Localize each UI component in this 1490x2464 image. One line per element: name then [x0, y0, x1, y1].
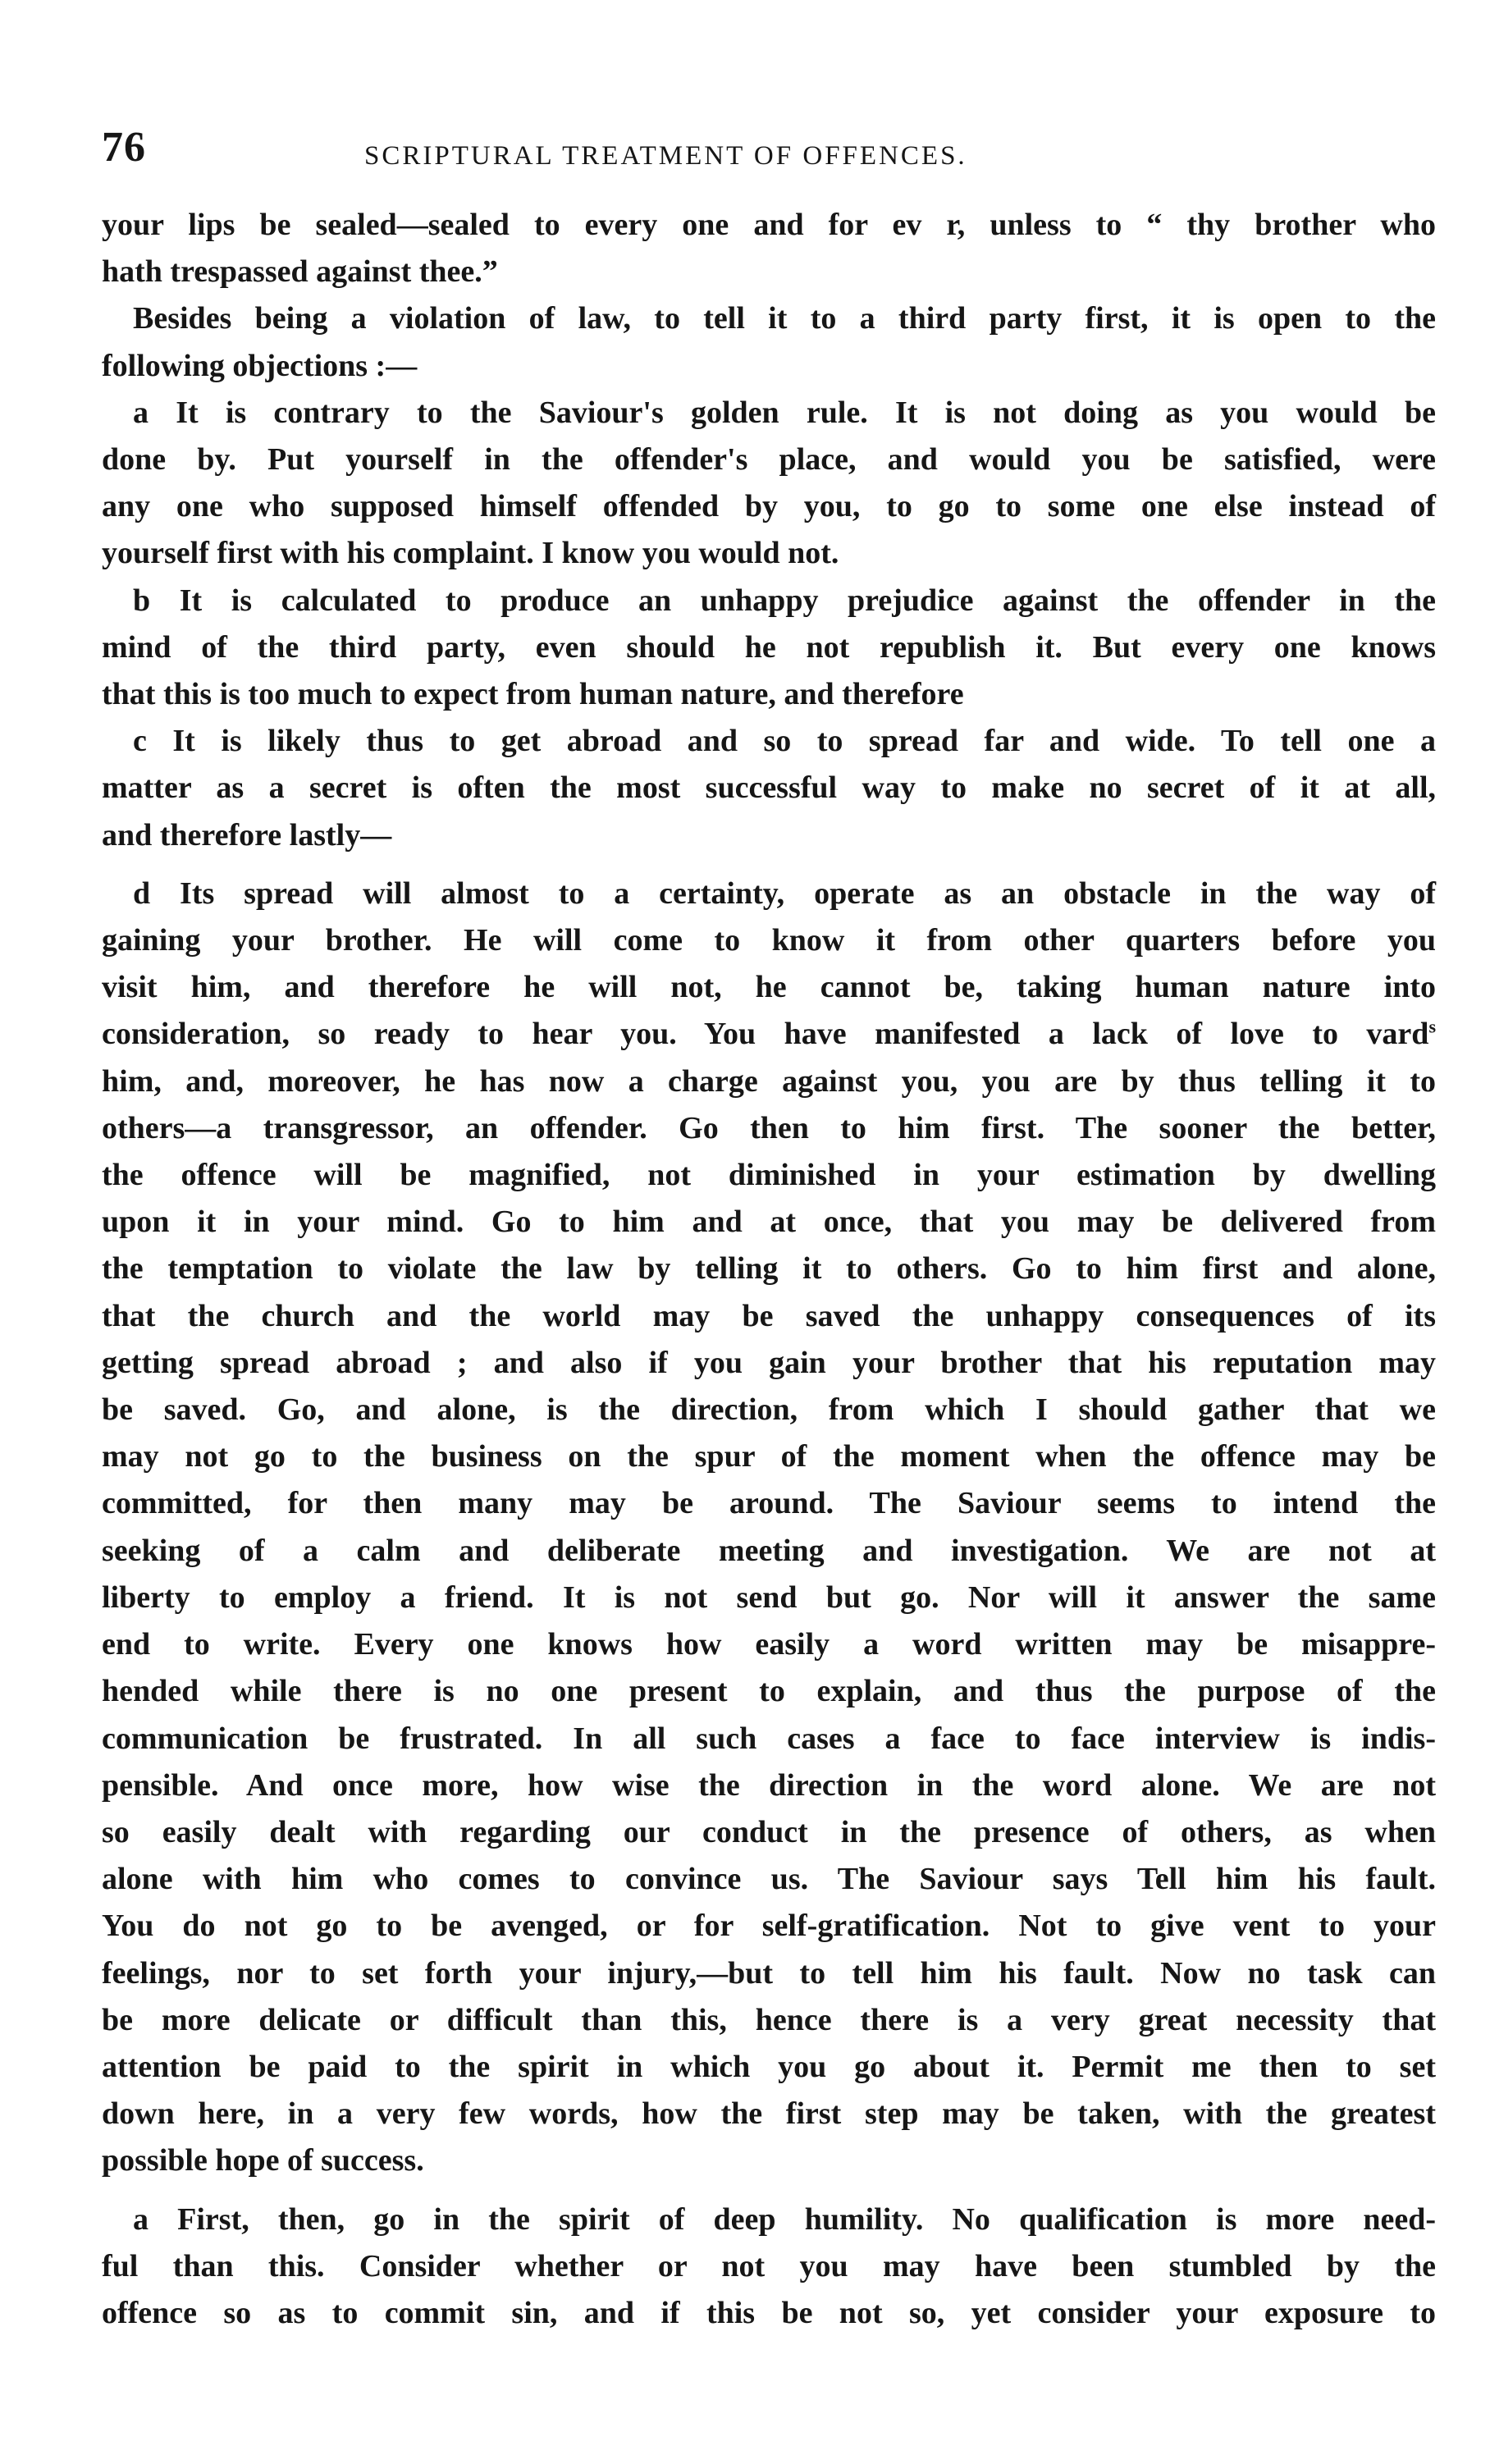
text-line: the temptation to violate the law by telling it to others. Go to him first and alone,: [102, 1251, 1436, 1287]
text-line: a It is contrary to the Saviour's golden rule. It is not doing as you would be: [133, 395, 1436, 430]
text-line: pensible. And once more, how wise the direction in the word alone. We are not: [102, 1767, 1436, 1803]
text-line: that the church and the world may be saved the unhappy consequences of its: [102, 1298, 1436, 1333]
footnote-mark: s: [1428, 1016, 1436, 1037]
text-line: offence so as to commit sin, and if this be not so, yet consider your exposure to: [102, 2295, 1436, 2330]
text-line: alone with him who comes to convince us. The Saviour says Tell him his fault.: [102, 1862, 1436, 1897]
paragraph-gap: [102, 2185, 1436, 2197]
text-line: that this is too much to expect from human nature, and therefore: [102, 677, 964, 712]
text-line: b It is calculated to produce an unhappy prejudice against the offender in the: [133, 583, 1436, 618]
text-line: gaining your brother. He will come to know it from other quarters before you: [102, 923, 1436, 958]
running-title: SCRIPTURAL TREATMENT OF OFFENCES.: [364, 141, 967, 171]
text-line: others—a transgressor, an offender. Go then to him first. The sooner the better,: [102, 1110, 1436, 1145]
text-line: possible hope of success.: [102, 2143, 424, 2178]
text-line: the offence will be magnified, not diminished in your estimation by dwelling: [102, 1158, 1436, 1193]
text-line: hended while there is no one present to explain, and thus the purpose of the: [102, 1674, 1436, 1709]
text-line: and therefore lastly—: [102, 817, 392, 853]
text-line: feelings, nor to set forth your injury,—but to tell him his fault. Now no task can: [102, 1955, 1436, 1991]
paragraph-gap: [102, 859, 1436, 871]
text-line: be saved. Go, and alone, is the direction, from which I should gather that we: [102, 1392, 1436, 1428]
text-line: mind of the third party, even should he not republish it. But every one knows: [102, 629, 1436, 665]
text-line: a First, then, go in the spirit of deep humility. No qualification is more need-: [133, 2201, 1436, 2237]
text-line: getting spread abroad ; and also if you gain your brother that his reputation may: [102, 1345, 1436, 1380]
running-head: [102, 123, 1436, 181]
text-line: may not go to the business on the spur of the moment when the offence may be: [102, 1439, 1436, 1474]
text-line: matter as a secret is often the most successful way to make no secret of it at all,: [102, 770, 1436, 806]
text-line: ful than this. Consider whether or not you may have been stumbled by the: [102, 2248, 1436, 2283]
text-line: d Its spread will almost to a certainty, operate as an obstacle in the way of: [133, 875, 1436, 911]
text-line: any one who supposed himself offended by you, to go to some one else instead of: [102, 489, 1436, 524]
text-line-with-mark: [102, 1011, 1436, 1058]
page-number: 76: [102, 124, 146, 171]
text-line: upon it in your mind. Go to him and at once, that you may be delivered from: [102, 1205, 1436, 1240]
body-text: [102, 202, 1436, 2337]
text-line: so easily dealt with regarding our conduct in the presence of others, as when: [102, 1814, 1436, 1849]
text-line: committed, for then many may be around. The Saviour seems to intend the: [102, 1486, 1436, 1521]
text-line: done by. Put yourself in the offender's place, and would you be satisfied, were: [102, 442, 1436, 478]
text-line: You do not go to be avenged, or for self-gratification. Not to give vent to your: [102, 1909, 1436, 1944]
text-line: down here, in a very few words, how the first step may be taken, with the greatest: [102, 2096, 1436, 2132]
text-line: hath trespassed against thee.”: [102, 254, 498, 290]
text-line: seeking of a calm and deliberate meeting and investigation. We are not at: [102, 1533, 1436, 1568]
text-line: following objections :—: [102, 348, 418, 383]
text-line: visit him, and therefore he will not, he cannot be, taking human nature into: [102, 970, 1436, 1005]
text-line: communication be frustrated. In all such cases a face to face interview is indis-: [102, 1721, 1436, 1756]
text-line: attention be paid to the spirit in which you go about it. Permit me then to set: [102, 2049, 1436, 2084]
text-line: end to write. Every one knows how easily a word written may be misappre-: [102, 1627, 1436, 1662]
text-line: Besides being a violation of law, to tell it to a third party first, it is open to the: [133, 301, 1436, 336]
text-line: c It is likely thus to get abroad and so to spread far and wide. To tell one a: [133, 724, 1436, 759]
book-page: [102, 123, 1436, 2337]
text-line: liberty to employ a friend. It is not send but go. Nor will it answer the same: [102, 1579, 1436, 1615]
text-line: him, and, moreover, he has now a charge against you, you are by thus telling it to: [102, 1063, 1436, 1099]
text-line: be more delicate or difficult than this, hence there is a very great necessity that: [102, 2002, 1436, 2037]
text-line: yourself first with his complaint. I know you would not.: [102, 536, 839, 571]
text-line: your lips be sealed—sealed to every one and for ev r, unless to “ thy brother who: [102, 208, 1436, 242]
text-line: consideration, so ready to hear you. You have manifested a lack of love to vard: [102, 1017, 1429, 1052]
